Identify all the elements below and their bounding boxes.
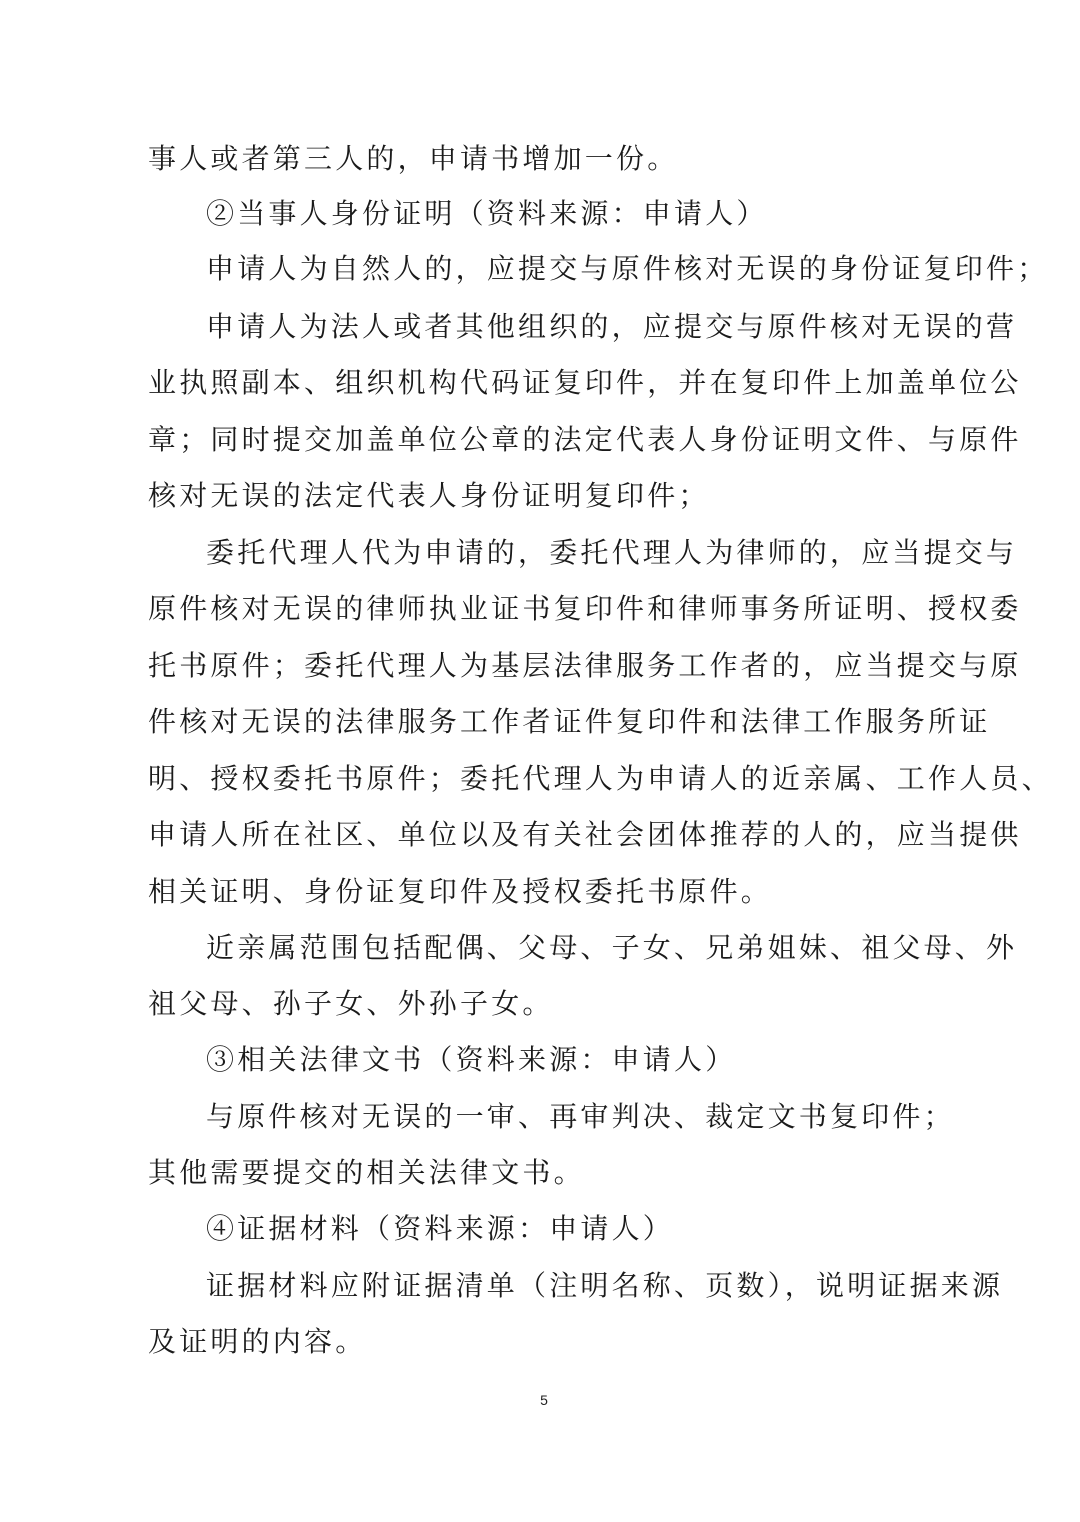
text-line: 件核对无误的法律服务工作者证件复印件和法律工作服务所证	[148, 705, 991, 738]
text-line: 事人或者第三人的，申请书增加一份。	[148, 142, 679, 175]
text-line: 申请人为自然人的，应提交与原件核对无误的身份证复印件；	[206, 252, 1049, 285]
text-line: 业执照副本、组织机构代码证复印件，并在复印件上加盖单位公	[148, 366, 1022, 399]
text-line: 相关证明、身份证复印件及授权委托书原件。	[148, 875, 773, 908]
text-line: 托书原件；委托代理人为基层法律服务工作者的，应当提交与原	[148, 649, 1022, 682]
text-line: 与原件核对无误的一审、再审判决、裁定文书复印件；	[206, 1100, 955, 1133]
section-heading: ②当事人身份证明（资料来源：申请人）	[206, 197, 768, 230]
section-heading: ③相关法律文书（资料来源：申请人）	[206, 1043, 737, 1076]
text-line: 申请人所在社区、单位以及有关社会团体推荐的人的，应当提供	[148, 818, 1022, 851]
text-line: 及证明的内容。	[148, 1325, 367, 1358]
text-line: 核对无误的法定代表人身份证明复印件；	[148, 479, 710, 512]
text-line: 明、授权委托书原件；委托代理人为申请人的近亲属、工作人员、	[148, 762, 1053, 795]
text-line: 证据材料应附证据清单（注明名称、页数），说明证据来源	[206, 1269, 1004, 1302]
text-line: 委托代理人代为申请的，委托代理人为律师的，应当提交与	[206, 536, 1018, 569]
text-line: 祖父母、孙子女、外孙子女。	[148, 987, 554, 1020]
text-line: 近亲属范围包括配偶、父母、子女、兄弟姐妹、祖父母、外	[206, 931, 1018, 964]
text-line: 原件核对无误的律师执业证书复印件和律师事务所证明、授权委	[148, 592, 1022, 625]
text-line: 申请人为法人或者其他组织的，应提交与原件核对无误的营	[206, 310, 1018, 343]
text-line: 其他需要提交的相关法律文书。	[148, 1156, 585, 1189]
text-line: 章；同时提交加盖单位公章的法定代表人身份证明文件、与原件	[148, 423, 1022, 456]
page-number: 5	[540, 1392, 548, 1408]
section-heading: ④证据材料（资料来源：申请人）	[206, 1212, 675, 1245]
